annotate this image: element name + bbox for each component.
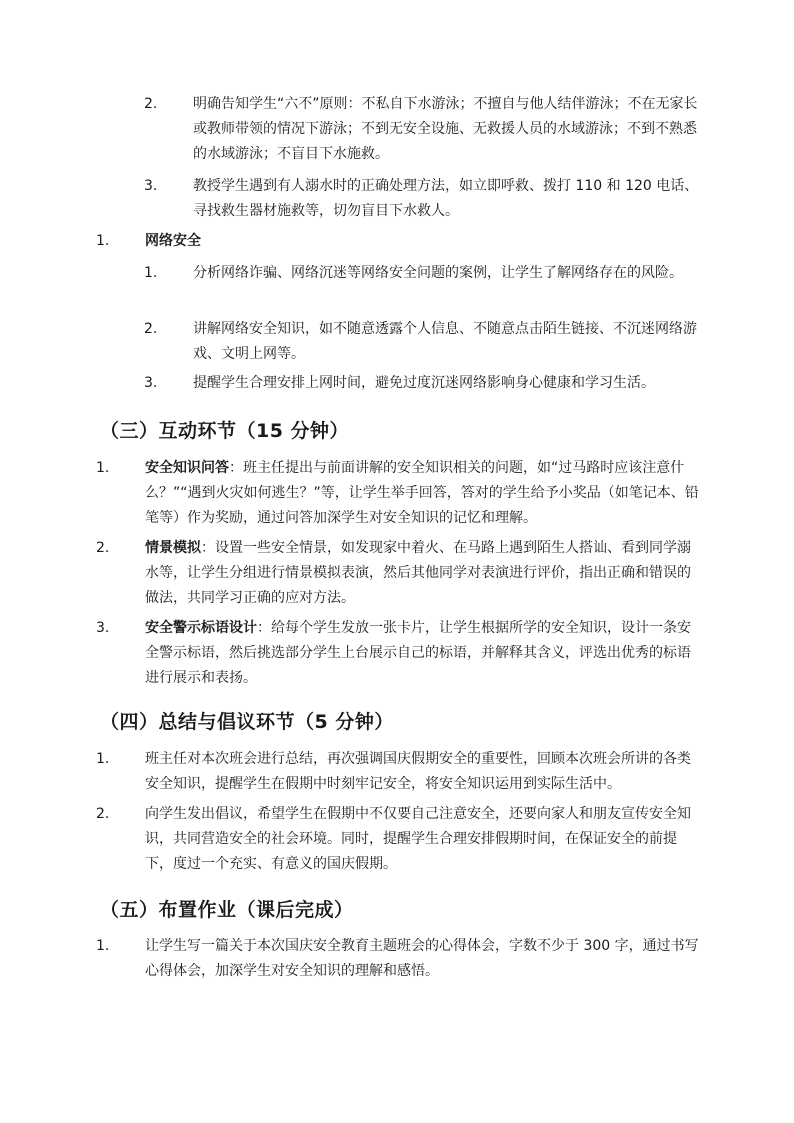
s3-item-1-label: 安全知识问答 <box>145 460 229 476</box>
network-item-3-number: 3. <box>144 375 158 391</box>
section-5-heading: （五）布置作业（课后完成） <box>100 899 354 921</box>
s3-item-1-text: ：班主任提出与前面讲解的安全知识相关的问题，如“过马路时应该注意什么？”“遇到火灾如何逃生？”等，让学生举手回答，答对的学生给予小奖品（如笔记本、铅笔等）作为奖励，通过问答加深学生对安全知识的记忆和理解。 <box>145 460 699 526</box>
s3-item-2-number: 2. <box>96 540 110 556</box>
s3-item-1-number: 1. <box>96 460 110 476</box>
s3-item-3-text: ：给每个学生发放一张卡片，让学生根据所学的安全知识，设计一条安全警示标语，然后挑选部分学生上台展示自己的标语，并解释其含义，评选出优秀的标语进行展示和表扬。 <box>145 620 691 686</box>
network-safety-number: 1. <box>96 233 110 249</box>
network-safety-title: 网络安全 <box>145 233 201 249</box>
s3-item-2-label: 情景模拟 <box>145 540 201 556</box>
s4-item-2-number: 2. <box>96 806 110 822</box>
water-item-2-text: 明确告知学生“六不”原则：不私自下水游泳；不擅自与他人结伴游泳；不在无家长或教师带领的情况下游泳；不到无安全设施、无救援人员的水域游泳；不到不熟悉的水域游泳；不盲目下水施救。 <box>193 96 698 162</box>
network-item-2-number: 2. <box>144 321 158 337</box>
network-item-1-number: 1. <box>144 265 158 281</box>
s5-item-1-text: 让学生写一篇关于本次国庆安全教育主题班会的心得体会，字数不少于 300 字，通过书写心得体会，加深学生对安全知识的理解和感悟。 <box>145 938 699 979</box>
s4-item-1-number: 1. <box>96 751 110 767</box>
s3-item-2-text: ：设置一些安全情景，如发现家中着火、在马路上遇到陌生人搭讪、看到同学溺水等，让学生分组进行情景模拟表演，然后其他同学对表演进行评价，指出正确和错误的做法，共同学习正确的应对方法。 <box>145 540 691 606</box>
network-item-2-text: 讲解网络安全知识，如不随意透露个人信息、不随意点击陌生链接、不沉迷网络游戏、文明上网等。 <box>193 321 697 362</box>
section-3-heading: （三）互动环节（15 分钟） <box>100 420 350 442</box>
s3-item-2 <box>145 536 703 611</box>
s4-item-2-text: 向学生发出倡议，希望学生在假期中不仅要自己注意安全，还要向家人和朋友宣传安全知识，共同营造安全的社会环境。同时，提醒学生合理安排假期时间，在保证安全的前提下，度过一个充实、有意义的国庆假期。 <box>145 806 691 872</box>
section-4-heading: （四）总结与倡议环节（5 分钟） <box>100 711 394 733</box>
s3-item-3 <box>145 616 703 691</box>
water-item-3-number: 3. <box>144 178 158 194</box>
network-item-1-text: 分析网络诈骗、网络沉迷等网络安全问题的案例，让学生了解网络存在的风险。 <box>193 265 683 281</box>
water-item-3-text: 教授学生遇到有人溺水时的正确处理方法，如立即呼救、拨打 110 和 120 电话、寻找救生器材施救等，切勿盲目下水救人。 <box>193 178 699 219</box>
s5-item-1-number: 1. <box>96 938 110 954</box>
s3-item-3-label: 安全警示标语设计 <box>145 620 257 636</box>
s4-item-1-text: 班主任对本次班会进行总结，再次强调国庆假期安全的重要性，回顾本次班会所讲的各类安全知识，提醒学生在假期中时刻牢记安全，将安全知识运用到实际生活中。 <box>145 751 691 792</box>
water-item-2-number: 2. <box>144 96 158 112</box>
s3-item-1 <box>145 456 703 531</box>
network-item-3-text: 提醒学生合理安排上网时间，避免过度沉迷网络影响身心健康和学习生活。 <box>193 375 655 391</box>
s3-item-3-number: 3. <box>96 620 110 636</box>
